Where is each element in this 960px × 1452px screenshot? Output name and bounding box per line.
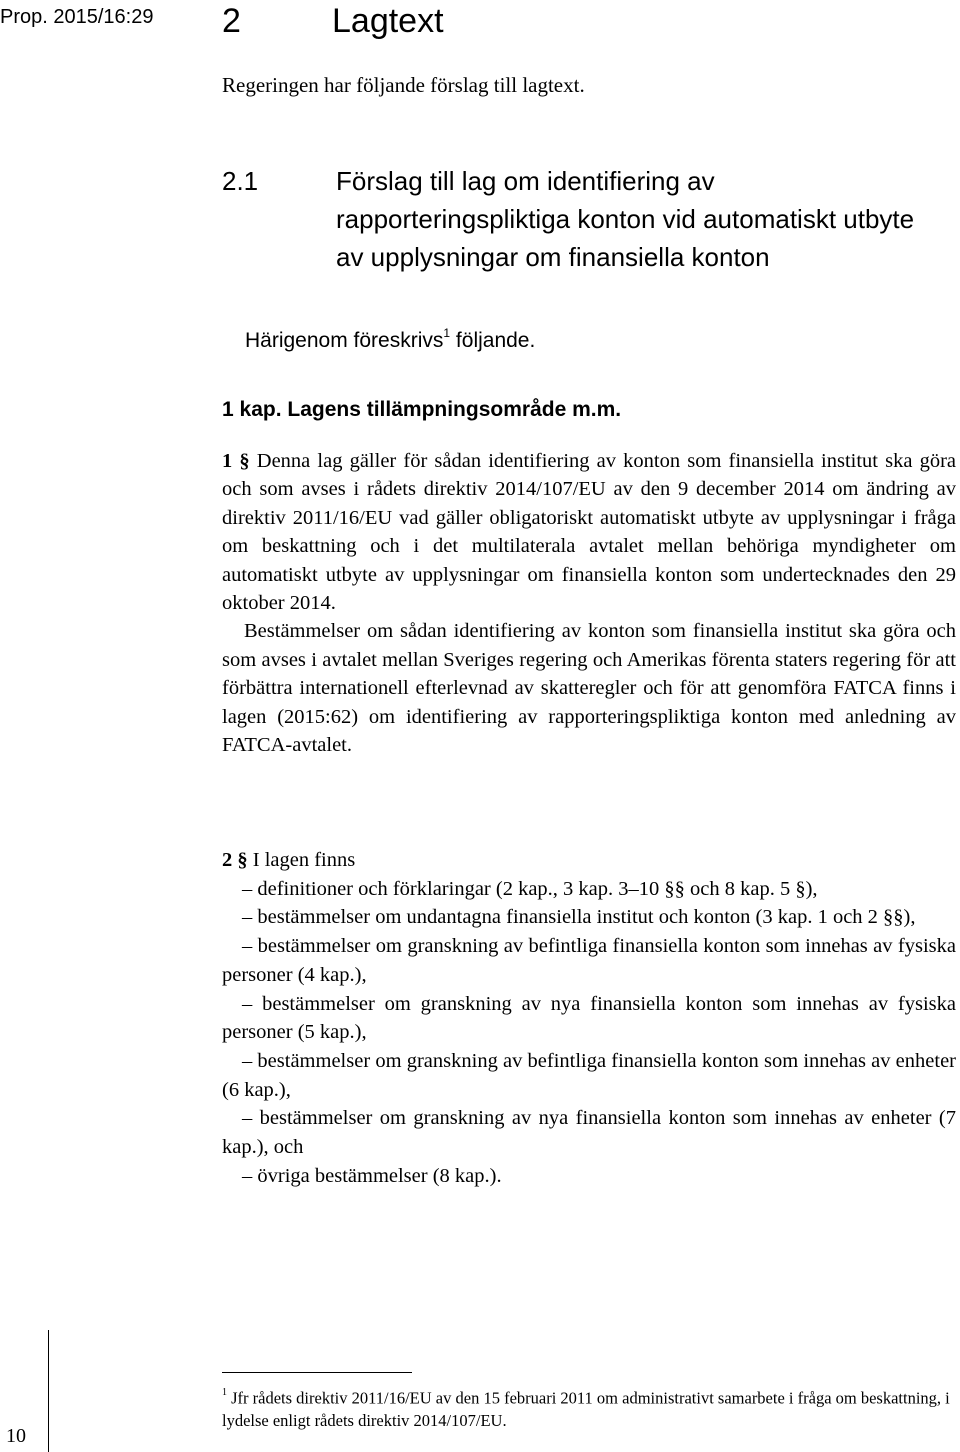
section-2-lead-text: I lagen finns [252, 849, 356, 871]
section-1-first-part [222, 447, 956, 617]
section-sign: § [237, 849, 248, 871]
law-chapter-heading: 1 kap. Lagens tillämpningsområde m.m. [222, 398, 622, 421]
page-number: 10 [6, 1425, 26, 1447]
section-1-number: 1 [222, 450, 233, 472]
list-item: – bestämmelser om granskning av befintliga finansiella konton som innehas av enheter (6 kap.), [222, 1049, 956, 1101]
footnote-marker: 1 [222, 1387, 227, 1398]
section-1-paragraph [222, 447, 956, 759]
section-sign: § [239, 450, 250, 472]
intro-text: Regeringen har följande förslag till lagtext. [222, 73, 585, 97]
section-2-lead [222, 846, 956, 875]
page-number-box [0, 1330, 49, 1452]
list-item: – definitioner och förklaringar (2 kap., 3 kap. 3–10 §§ och 8 kap. 5 §), [242, 877, 818, 900]
chapter-heading [222, 0, 444, 42]
section-1-second-part: Bestämmelser om sådan identifiering av konton som finansiella institut ska göra och som avses i avtalet mellan Sveriges regering och Amerikas förenta staters regering för att förbättra internationell efterlevnad av skatteregler och för att genomföra FATCA finns i lagen (2015:62) om identifiering av rapporteringspliktiga konton med anledning av FATCA-avtalet. [222, 620, 956, 757]
proposition-reference: Prop. 2015/16:29 [0, 6, 154, 28]
list-item: – bestämmelser om granskning av befintliga finansiella konton som innehas av fysiska personer (4 kap.), [222, 935, 956, 986]
enactment-clause [245, 322, 535, 354]
chapter-title: Lagtext [332, 2, 444, 40]
list-item: – bestämmelser om granskning av nya finansiella konton som innehas av enheter (7 kap.), och [222, 1107, 956, 1159]
section-2-number: 2 [222, 849, 233, 871]
footnote-text: Jfr rådets direktiv 2011/16/EU av den 15 februari 2011 om administrativt samarbete i fråga om beskattning, i lydelse enligt rådets direktiv 2014/107/EU. [222, 1388, 950, 1430]
section-1-text: Denna lag gäller för sådan identifiering av konton som finansiella institut ska göra och som avses i rådets direktiv 2014/107/EU av den 9 december 2014 om ändring av direktiv 2011/16/EU vad gäller obligatoriskt automatiskt utbyte av upplysningar i fråga om beskattning och i det multilaterala avtalet mellan behöriga myndigheter om automatiskt utbyte av upplysningar om finansiella konton som undertecknades den 29 oktober 2014. [222, 450, 957, 615]
enactment-text: Härigenom föreskrivs [245, 329, 444, 352]
list-item: – bestämmelser om granskning av nya finansiella konton som innehas av fysiska personer (5 kap.), [222, 992, 956, 1044]
list-item: – övriga bestämmelser (8 kap.). [242, 1164, 502, 1187]
chapter-number: 2 [222, 2, 241, 40]
section-number: 2.1 [222, 166, 259, 196]
section-2-paragraph [222, 846, 956, 1190]
footnote-divider [222, 1372, 412, 1373]
footnote [222, 1384, 956, 1432]
footnote-reference: 1 [443, 326, 451, 340]
enactment-text-end: följande. [450, 329, 536, 352]
section-title: Förslag till lag om identifiering av rapporteringspliktiga konton vid automatiskt utbyte av upplysningar om finansiella konton [336, 166, 915, 272]
list-item: – bestämmelser om undantagna finansiella institut och konton (3 kap. 1 och 2 §§), [242, 906, 916, 929]
